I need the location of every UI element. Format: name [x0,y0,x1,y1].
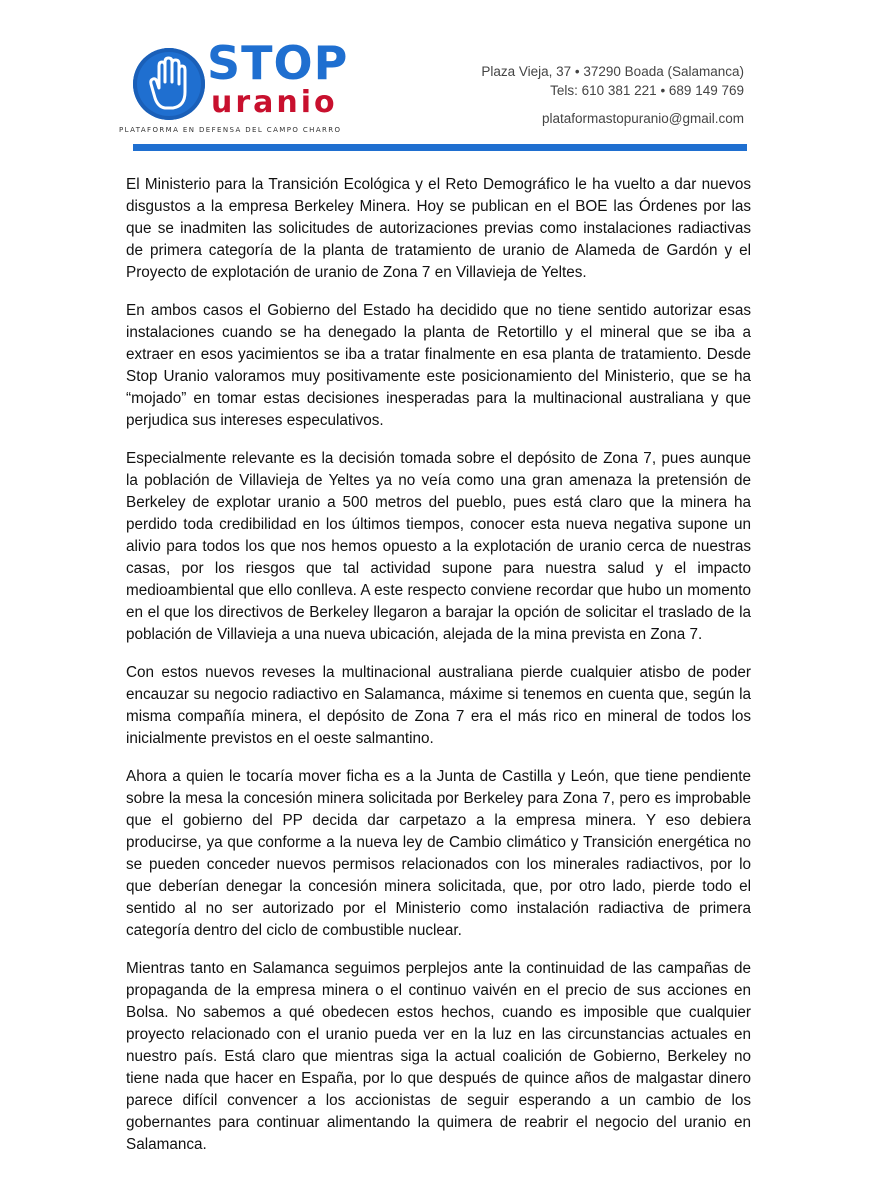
logo-stop-text: STOP [207,36,349,90]
logo-tagline: PLATAFORMA EN DEFENSA DEL CAMPO CHARRO [119,126,342,134]
header-divider [133,144,747,151]
contact-email[interactable]: plataformastopuranio@gmail.com [541,111,744,126]
paragraph: En ambos casos el Gobierno del Estado ha decidido que no tiene sentido autorizar esas instalaciones cuando se ha denegado la planta de Retortillo y el mineral que se iba a extraer en esos yacimientos se iba a tratar finalmente en esa planta de tratamiento. Desde Stop Uranio valoramos muy positivamente este posicionamiento del Ministerio, que se ha “mojado” en tomar estas decisiones inesperadas para la multinacional australiana y que perjudica sus intereses especulativos. [126,302,751,429]
paragraph: Especialmente relevante es la decisión tomada sobre el depósito de Zona 7, pues aunque la población de Villavieja de Yeltes ya no veía como una gran amenaza la pretensión de Berkeley de explotar uranio a 500 metros del pueblo, pues está claro que la minera ha perdido toda credibilidad en los últimos tiempos, conocer esta nueva negativa supone un alivio para todos los que nos hemos opuesto a la explotación de uranio cerca de nuestras casas, por los riesgos que tal actividad supone para nuestra salud y el impacto medioambiental que ello conlleva. A este respecto conviene recordar que hubo un momento en el que los directivos de Berkeley llegaron a barajar la opción de solicitar el traslado de la población de Villavieja a una nueva ubicación, alejada de la mina prevista en Zona 7. [126,450,751,643]
contact-address: Plaza Vieja, 37 • 37290 Boada (Salamanca) [481,64,744,79]
hand-stop-icon [133,48,205,120]
contact-block [481,62,744,128]
logo-uranio-text: uranio [211,85,338,120]
document-body [126,174,751,1172]
contact-phones: Tels: 610 381 221 • 689 149 769 [550,83,744,98]
paragraph: El Ministerio para la Transición Ecológica y el Reto Demográfico le ha vuelto a dar nuevos disgustos a la empresa Berkeley Minera. Hoy se publican en el BOE las Órdenes por las que se inadmiten las solicitudes de autorizaciones previas como instalaciones radiactivas de primera categoría de la planta de tratamiento de uranio de Alameda de Gardón y el Proyecto de explotación de uranio de Zona 7 en Villavieja de Yeltes. [126,176,751,281]
paragraph: Ahora a quien le tocaría mover ficha es a la Junta de Castilla y León, que tiene pendiente sobre la mesa la concesión minera solicitada por Berkeley para Zona 7, pero es improbable que el gobierno del PP decida dar carpetazo a la empresa minera. Y eso debiera producirse, ya que conforme a la nueva ley de Cambio climático y Transición energética no se pueden conceder nuevos permisos relacionados con los minerales radiactivos, por lo que deberían denegar la concesión minera solicitada, que, por otro lado, pierde todo el sentido al no ser autorizado por el Ministerio como instalación radiactiva de primera categoría dentro del ciclo de combustible nuclear. [126,768,751,939]
paragraph: Con estos nuevos reveses la multinacional australiana pierde cualquier atisbo de poder encauzar su negocio radiactivo en Salamanca, máxime si tenemos en cuenta que, según la misma compañía minera, el depósito de Zona 7 era el más rico en mineral de todos los inicialmente previstos en el oeste salmantino. [126,664,751,747]
stop-uranio-logo [119,36,353,138]
paragraph: Mientras tanto en Salamanca seguimos perplejos ante la continuidad de las campañas de propaganda de la empresa minera o el continuo vaivén en el precio de sus acciones en Bolsa. No sabemos a qué obedecen estos hechos, cuando es imposible que cualquier proyecto relacionado con el uranio pueda ver en la luz en las circunstancias actuales en nuestro país. Está claro que mientras siga la actual coalición de Gobierno, Berkeley no tiene nada que hacer en España, por lo que después de quince años de malgastar dinero parece difícil convencer a los accionistas de seguir esperando a un cambio de los gobernantes para continuar alimentando la quimera de reabrir el negocio del uranio en Salamanca. [126,960,751,1153]
